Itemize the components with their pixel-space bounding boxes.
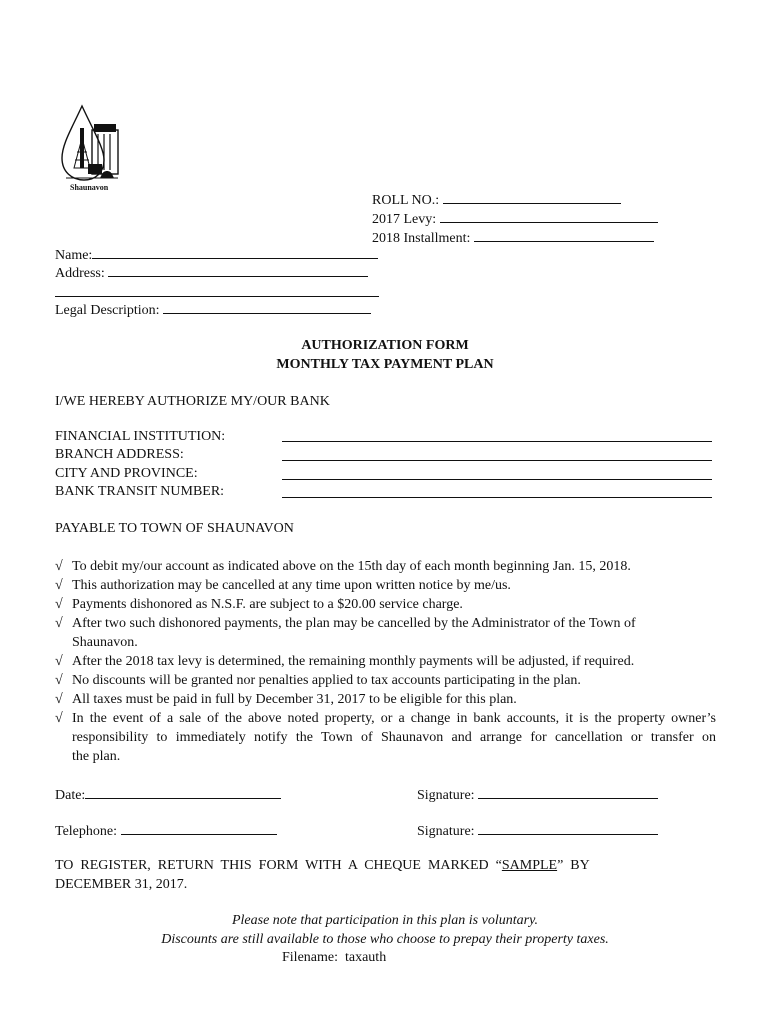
legal-description-field — [55, 300, 371, 320]
roll-number-field — [372, 190, 621, 210]
discount-note: Discounts are still available to those who choose to prepay their property taxes. — [161, 932, 609, 947]
signature-label: Signature: — [417, 788, 475, 803]
term-item: In the event of a sale of the above noted property, or a change in bank accounts, it is the property owner’s — [72, 711, 716, 726]
bank-field-label: CITY AND PROVINCE: — [55, 466, 198, 481]
name-label: Name: — [55, 248, 93, 263]
legal-description-label: Legal Description: — [55, 303, 160, 318]
installment-field — [372, 228, 654, 248]
roll-number-input-line[interactable] — [443, 190, 621, 204]
bank-field-label: BRANCH ADDRESS: — [55, 447, 184, 462]
sample-word: SAMPLE — [501, 858, 558, 873]
levy-input-line[interactable] — [440, 209, 658, 223]
checkmark-icon: √ — [55, 559, 63, 574]
checkmark-icon: √ — [55, 616, 63, 631]
form-subtitle: MONTHLY TAX PAYMENT PLAN — [276, 357, 494, 372]
checkmark-icon: √ — [55, 597, 63, 612]
town-logo-graphic — [58, 104, 130, 186]
bank-field-line[interactable] — [282, 460, 712, 461]
bank-field-line[interactable] — [282, 441, 712, 442]
term-item: All taxes must be paid in full by December 31, 2017 to be eligible for this plan. — [72, 692, 517, 707]
date-label: Date: — [55, 788, 86, 803]
roll-number-label: ROLL NO.: — [372, 193, 440, 208]
register-text-before: TO REGISTER, RETURN THIS FORM WITH A CHEQUE MARKED “ — [55, 858, 502, 873]
form-title: AUTHORIZATION FORM — [301, 338, 469, 353]
name-input-line[interactable] — [92, 245, 378, 259]
bank-field-label: BANK TRANSIT NUMBER: — [55, 484, 225, 499]
address-input-line[interactable] — [108, 263, 368, 277]
telephone-input-line[interactable] — [121, 821, 277, 835]
term-item: After two such dishonored payments, the plan may be cancelled by the Administrator of the Town of — [72, 616, 636, 631]
bank-field-line[interactable] — [282, 479, 712, 480]
installment-label: 2018 Installment: — [372, 231, 471, 246]
levy-label: 2017 Levy: — [372, 212, 437, 227]
date-field — [55, 785, 281, 805]
term-item: After the 2018 tax levy is determined, the remaining monthly payments will be adjusted, if required. — [72, 654, 635, 669]
checkmark-icon: √ — [55, 711, 63, 726]
term-item: No discounts will be granted nor penalties applied to tax accounts participating in the plan. — [72, 673, 581, 688]
term-item-continued: Shaunavon. — [72, 635, 138, 650]
signature-input-line[interactable] — [478, 785, 658, 799]
checkmark-icon: √ — [55, 692, 63, 707]
telephone-label: Telephone: — [55, 824, 117, 839]
signature-input-line[interactable] — [478, 821, 658, 835]
checkmark-icon: √ — [55, 654, 63, 669]
payable-statement: PAYABLE TO TOWN OF SHAUNAVON — [55, 521, 294, 536]
address-second-line[interactable] — [55, 296, 379, 297]
installment-input-line[interactable] — [474, 228, 654, 242]
address-field — [55, 263, 368, 283]
date-input-line[interactable] — [85, 785, 281, 799]
signature-field-1 — [417, 785, 658, 805]
town-logo — [58, 104, 130, 186]
signature-field-2 — [417, 821, 658, 841]
bank-field-line[interactable] — [282, 497, 712, 498]
term-item: Payments dishonored as N.S.F. are subject to a $20.00 service charge. — [72, 597, 463, 612]
telephone-field — [55, 821, 277, 841]
bank-field-label: FINANCIAL INSTITUTION: — [55, 429, 226, 444]
term-item-continued: the plan. — [72, 749, 121, 764]
checkmark-icon: √ — [55, 578, 63, 593]
signature-label: Signature: — [417, 824, 475, 839]
register-text-after: ” BY — [557, 858, 590, 873]
voluntary-note: Please note that participation in this plan is voluntary. — [231, 913, 539, 928]
term-item: To debit my/our account as indicated above on the 15th day of each month beginning Jan. 15, 2018. — [72, 559, 631, 574]
register-instruction — [55, 857, 590, 875]
levy-field — [372, 209, 658, 229]
term-item: This authorization may be cancelled at any time upon written notice by me/us. — [72, 578, 511, 593]
legal-description-input-line[interactable] — [163, 300, 371, 314]
authorize-statement: I/WE HEREBY AUTHORIZE MY/OUR BANK — [55, 394, 330, 409]
name-field — [55, 245, 378, 265]
address-label: Address: — [55, 266, 105, 281]
logo-caption: Shaunavon — [70, 183, 109, 192]
term-item-continued: responsibility to immediately notify the Town of Shaunavon and arrange for cancellation or transfer on — [72, 730, 716, 745]
checkmark-icon: √ — [55, 673, 63, 688]
register-deadline: DECEMBER 31, 2017. — [55, 877, 188, 892]
filename-label: Filename: taxauth — [282, 950, 387, 965]
